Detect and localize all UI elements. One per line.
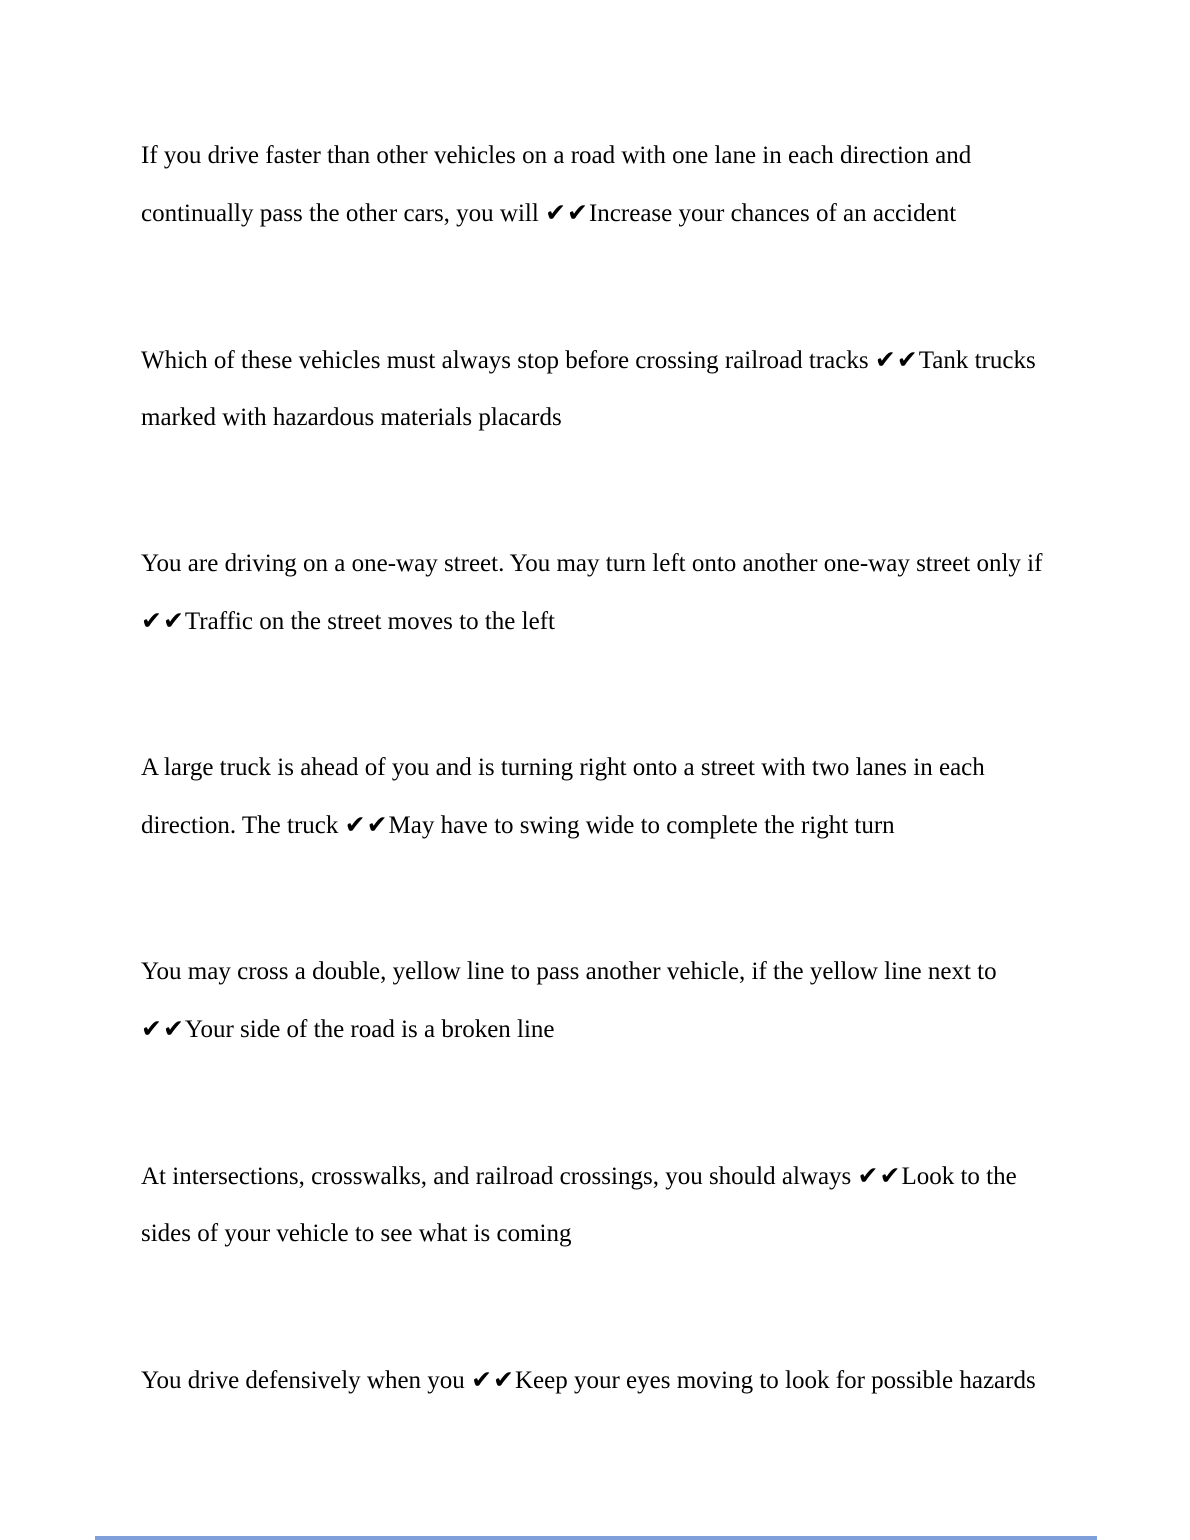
answer-text: Traffic on the street moves to the left bbox=[184, 608, 555, 635]
answer-checkmarks: ✔✔ bbox=[857, 1161, 902, 1190]
answer-checkmarks: ✔✔ bbox=[141, 606, 185, 635]
qa-item bbox=[141, 127, 1051, 242]
answer-checkmarks: ✔✔ bbox=[141, 1014, 185, 1043]
answer-text: Increase your chances of an accident bbox=[588, 200, 957, 227]
answer-text: Keep your eyes moving to look for possible hazards bbox=[514, 1367, 1036, 1394]
question-text: A large truck is ahead of you and is turning right onto a street with two lanes in each direction. The truck bbox=[141, 754, 985, 839]
answer-text: Your side of the road is a broken line bbox=[184, 1016, 555, 1043]
answer-checkmarks: ✔✔ bbox=[471, 1365, 515, 1394]
qa-item bbox=[141, 331, 1051, 446]
qa-item bbox=[141, 535, 1051, 650]
question-text: If you drive faster than other vehicles on a road with one lane in each direction and continually pass the other cars, you will bbox=[141, 142, 972, 227]
qa-item bbox=[141, 1147, 1051, 1262]
qa-item bbox=[141, 739, 1051, 854]
question-text: Which of these vehicles must always stop before crossing railroad tracks bbox=[141, 347, 869, 374]
qa-item bbox=[141, 943, 1051, 1058]
question-text: You are driving on a one-way street. You may turn left onto another one-way street only if bbox=[141, 550, 1043, 577]
question-text: You may cross a double, yellow line to pass another vehicle, if the yellow line next to bbox=[141, 958, 997, 985]
answer-checkmarks: ✔✔ bbox=[874, 345, 919, 374]
qa-item bbox=[141, 1351, 1051, 1409]
document-body bbox=[141, 127, 1051, 1498]
answer-text: Look to the sides of your vehicle to see what is coming bbox=[141, 1163, 1017, 1247]
question-text: At intersections, crosswalks, and railroad crossings, you should always bbox=[141, 1163, 852, 1190]
answer-text: Tank trucks marked with hazardous materials placards bbox=[141, 347, 1036, 431]
answer-text: May have to swing wide to complete the right turn bbox=[388, 812, 895, 839]
answer-checkmarks: ✔✔ bbox=[545, 198, 589, 227]
page-bottom-rule bbox=[95, 1536, 1097, 1540]
answer-checkmarks: ✔✔ bbox=[344, 810, 389, 839]
question-text: You drive defensively when you bbox=[141, 1367, 465, 1394]
